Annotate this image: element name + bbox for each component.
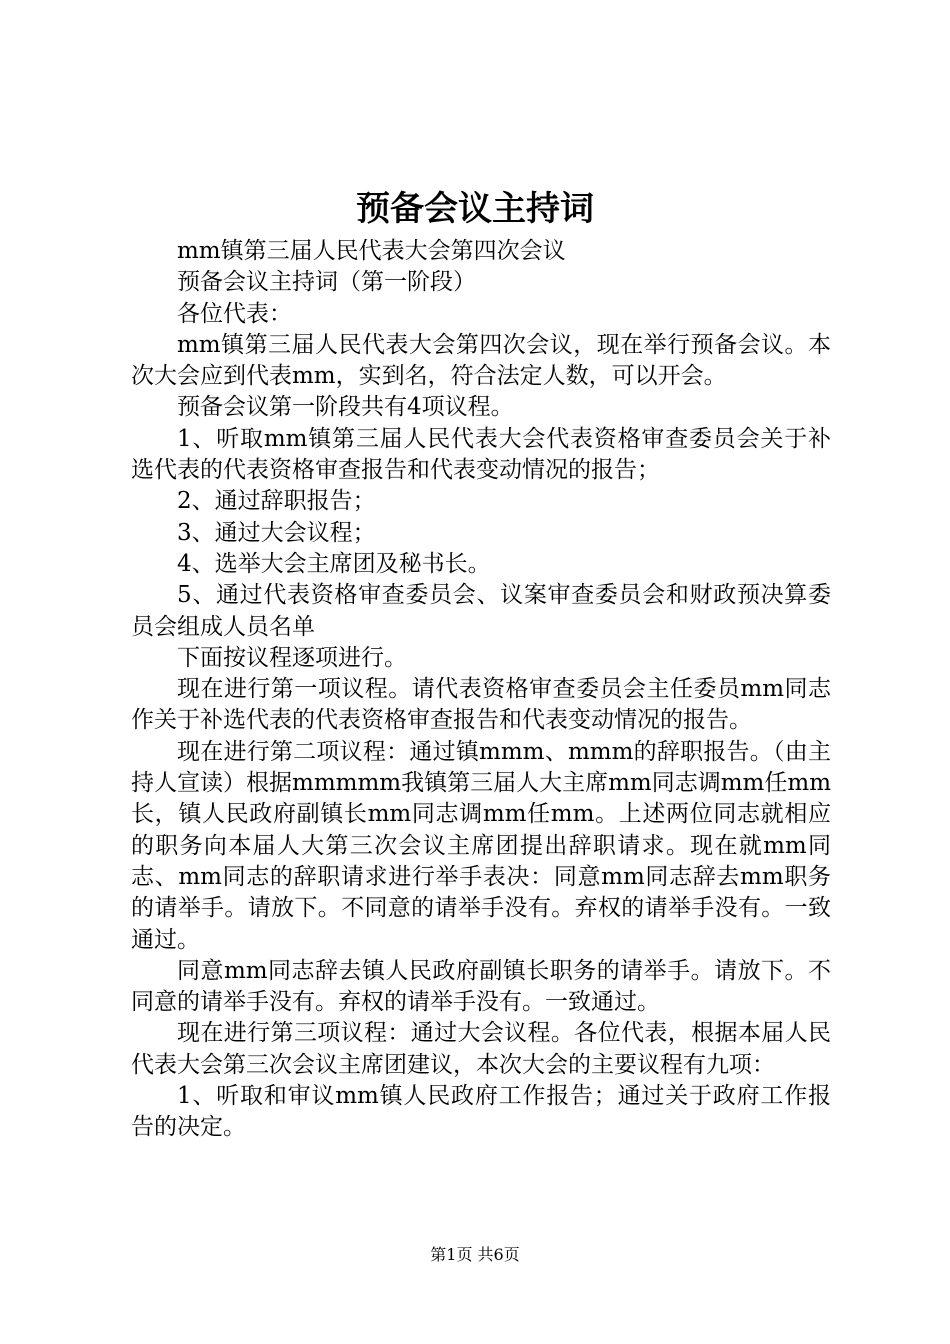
document-body [131,236,831,1144]
paragraph: 2、通过辞职报告； [177,488,376,515]
paragraph: 同意mm同志辞去镇人民政府副镇长职务的请举手。请放下。不同意的请举手没有。弃权的请举手没有。一致通过。 [131,957,831,1016]
paragraph: 现在进行第二项议程：通过镇mmm、mmm的辞职报告。（由主持人宣读）根据mmmmm我镇第三届人大主席mm同志调mm任mm长，镇人民政府副镇长mm同志调mm任mm。上述两位同志就相应的职务向本届人大第三次会议主席团提出辞职请求。现在就mm同志、mm同志的辞职请求进行举手表决：同意mm同志辞去mm职务的请举手。请放下。不同意的请举手没有。弃权的请举手没有。一致通过。 [131,738,831,953]
paragraph: 现在进行第三项议程：通过大会议程。各位代表，根据本届人民代表大会第三次会议主席团建议，本次大会的主要议程有九项： [131,1020,831,1078]
paragraph: 现在进行第一项议程。请代表资格审查委员会主任委员mm同志作关于补选代表的代表资格审查报告和代表变动情况的报告。 [131,676,831,734]
paragraph: mm镇第三届人民代表大会第四次会议 [177,238,566,264]
document-title: 预备会议主持词 [356,189,594,229]
paragraph: 预备会议第一阶段共有4项议程。 [177,394,514,421]
paragraph: 预备会议主持词（第一阶段） [177,269,476,296]
paragraph: 1、听取和审议mm镇人民政府工作报告；通过关于政府工作报告的决定。 [131,1083,831,1141]
paragraph: 4、选举大会主席团及秘书长。 [177,550,491,577]
page-number-footer: 第1页 共6页 [430,1245,520,1264]
paragraph: 各位代表： [177,300,292,327]
paragraph: 5、通过代表资格审查委员会、议案审查委员会和财政预决算委员会组成人员名单 [131,582,831,640]
paragraph: 1、听取mm镇第三届人民代表大会代表资格审查委员会关于补选代表的代表资格审查报告和代表变动情况的报告； [131,425,831,484]
paragraph: mm镇第三届人民代表大会第四次会议，现在举行预备会议。本次大会应到代表mm，实到名，符合法定人数，可以开会。 [131,331,831,390]
paragraph: 3、通过大会议程； [177,519,376,546]
paragraph: 下面按议程逐项进行。 [177,644,407,671]
